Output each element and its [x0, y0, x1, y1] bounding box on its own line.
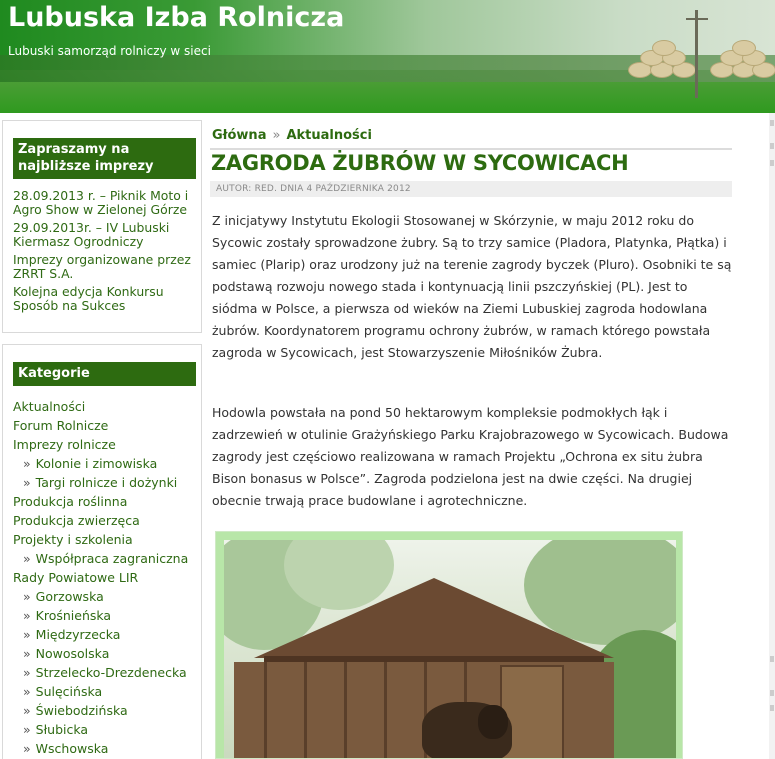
breadcrumb	[212, 128, 372, 143]
wall-plank	[264, 662, 267, 759]
subcategory-targi[interactable]	[23, 473, 201, 492]
subcategory-label: Kolonie i zimowiska	[35, 456, 158, 471]
breadcrumb-separator-icon: »	[272, 128, 281, 143]
scrollbar-mark	[770, 656, 774, 662]
bullet-icon: »	[23, 589, 31, 604]
category-produkcja-roslinna[interactable]: Produkcja roślinna	[13, 494, 128, 509]
bullet-icon: »	[23, 475, 31, 490]
bullet-icon: »	[23, 722, 31, 737]
bullet-icon: »	[23, 608, 31, 623]
hay-bale	[652, 40, 676, 56]
bullet-icon: »	[23, 703, 31, 718]
scrollbar-mark	[770, 160, 774, 166]
subcategory-swiebodzinska[interactable]	[23, 701, 201, 720]
post-image-frame	[215, 531, 683, 759]
scrollbar-mark	[770, 143, 774, 149]
subcategory-label: Krośnieńska	[35, 608, 112, 623]
event-link[interactable]: 28.09.2013 r. – Piknik Moto i Agro Show w Zielonej Górze	[13, 188, 189, 217]
events-list	[3, 189, 201, 313]
post-paragraph: Z inicjatywy Instytutu Ekologii Stosowanej w Skórzynie, w maju 2012 roku do Sycowic zostały sprowadzone żubry. Są to trzy samice (Pladora, Platynka, Płątka) i samiec (Plarip) oraz urodzony już na terenie zagrody byczek (Pluro). Osobniki te są podstawą rozwoju nowego stada i kontynuacją linii pszczyńskiej (PL). Jest to siódma w Polsce, a pierwsza od wieków na Ziemi Lubuskiej zagroda hodowlana żubrów. Koordynatorem programu ochrony żubrów, w ramach którego powstała zagroda w Sycowicach, jest Stowarzyszenie Miłośników Żubra.	[212, 213, 732, 360]
bullet-icon: »	[23, 627, 31, 642]
subcategory-nowosolska[interactable]	[23, 644, 201, 663]
bullet-icon: »	[23, 665, 31, 680]
wall-plank	[344, 662, 347, 759]
hay-bale	[732, 40, 756, 56]
subcategory-kolonie[interactable]	[23, 454, 201, 473]
wall-plank	[304, 662, 307, 759]
bullet-icon: »	[23, 646, 31, 661]
category-forum-rolnicze[interactable]: Forum Rolnicze	[13, 418, 109, 433]
subcategory-label: Świebodzińska	[35, 703, 128, 718]
page-scrollbar[interactable]	[769, 113, 775, 759]
site-tagline: Lubuski samorząd rolniczy w sieci	[8, 44, 211, 58]
scrollbar-mark	[770, 690, 774, 696]
category-produkcja-zwierzeca[interactable]: Produkcja zwierzęca	[13, 513, 140, 528]
bison-enclosure-photo	[224, 540, 676, 759]
breadcrumb-current[interactable]: Aktualności	[286, 128, 372, 143]
subcategory-miedzyrzecka[interactable]	[23, 625, 201, 644]
subcategory-sulecinska[interactable]	[23, 682, 201, 701]
bullet-icon: »	[23, 684, 31, 699]
bullet-icon: »	[23, 741, 31, 756]
subcategory-wspolpraca[interactable]	[23, 549, 201, 568]
subcategory-label: Sulęcińska	[35, 684, 103, 699]
post-title: ZAGRODA ŻUBRÓW W SYCOWICACH	[211, 151, 629, 175]
upcoming-events-box	[2, 120, 202, 333]
header-field	[0, 82, 775, 113]
bison-head	[478, 705, 508, 739]
event-link[interactable]: Kolejna edycja Konkursu Sposób na Sukces	[13, 284, 164, 313]
subcategory-wschowska[interactable]	[23, 739, 201, 758]
post-meta: AUTOR: RED. DNIA 4 PAŹDZIERNIKA 2012	[210, 181, 732, 197]
subcategory-label: Współpraca zagraniczna	[35, 551, 189, 566]
scrollbar-mark	[770, 705, 774, 711]
subcategory-slubicka[interactable]	[23, 720, 201, 739]
category-imprezy-rolnicze[interactable]: Imprezy rolnicze	[13, 437, 116, 452]
subcategory-label: Wschowska	[35, 741, 109, 756]
subcategory-label: Nowosolska	[35, 646, 110, 661]
categories-box-title: Kategorie	[13, 362, 196, 386]
site-header	[0, 0, 775, 113]
subcategory-strzelecko-drezdenecka[interactable]	[23, 663, 201, 682]
subcategory-label: Strzelecko-Drezdenecka	[35, 665, 187, 680]
breadcrumb-divider	[210, 148, 732, 150]
subcategory-krosnienska[interactable]	[23, 606, 201, 625]
scrollbar-mark	[770, 120, 774, 126]
post-paragraph: Hodowla powstała na pond 50 hektarowym kompleksie podmokłych łąk i zadrzewień w otulinie Grażyńskiego Parku Krajobrazowego w Sycowicach. Budowa zagrody jest częściowo realizowana w ramach Projektu „Ochrona ex situ żubra Bison bonasus w Polsce”. Zagroda podzielona jest na dwie części. Na drugiej obecnie trwają prace budowlane i agrotechniczne.	[212, 405, 729, 508]
category-projekty[interactable]: Projekty i szkolenia	[13, 532, 133, 547]
event-link[interactable]: 29.09.2013r. – IV Lubuski Kiermasz Ogrodniczy	[13, 220, 170, 249]
categories-list	[3, 397, 201, 758]
subcategory-gorzowska[interactable]	[23, 587, 201, 606]
wall-plank	[384, 662, 387, 759]
subcategory-label: Międzyrzecka	[35, 627, 121, 642]
breadcrumb-home[interactable]: Główna	[212, 128, 267, 143]
subcategory-label: Gorzowska	[35, 589, 104, 604]
event-link[interactable]: Imprezy organizowane przez ZRRT S.A.	[13, 252, 191, 281]
utility-pole	[695, 10, 698, 98]
category-aktualnosci[interactable]: Aktualności	[13, 399, 86, 414]
site-title[interactable]: Lubuska Izba Rolnicza	[8, 2, 345, 33]
subcategory-label: Targi rolnicze i dożynki	[35, 475, 178, 490]
utility-pole-crossbar	[686, 18, 708, 20]
bullet-icon: »	[23, 456, 31, 471]
subcategory-label: Słubicka	[35, 722, 89, 737]
events-box-title: Zapraszamy na najbliższe imprezy	[13, 138, 196, 179]
bullet-icon: »	[23, 551, 31, 566]
category-rady-powiatowe[interactable]: Rady Powiatowe LIR	[13, 570, 139, 585]
shelter-roof	[254, 578, 614, 658]
categories-box	[2, 344, 202, 759]
